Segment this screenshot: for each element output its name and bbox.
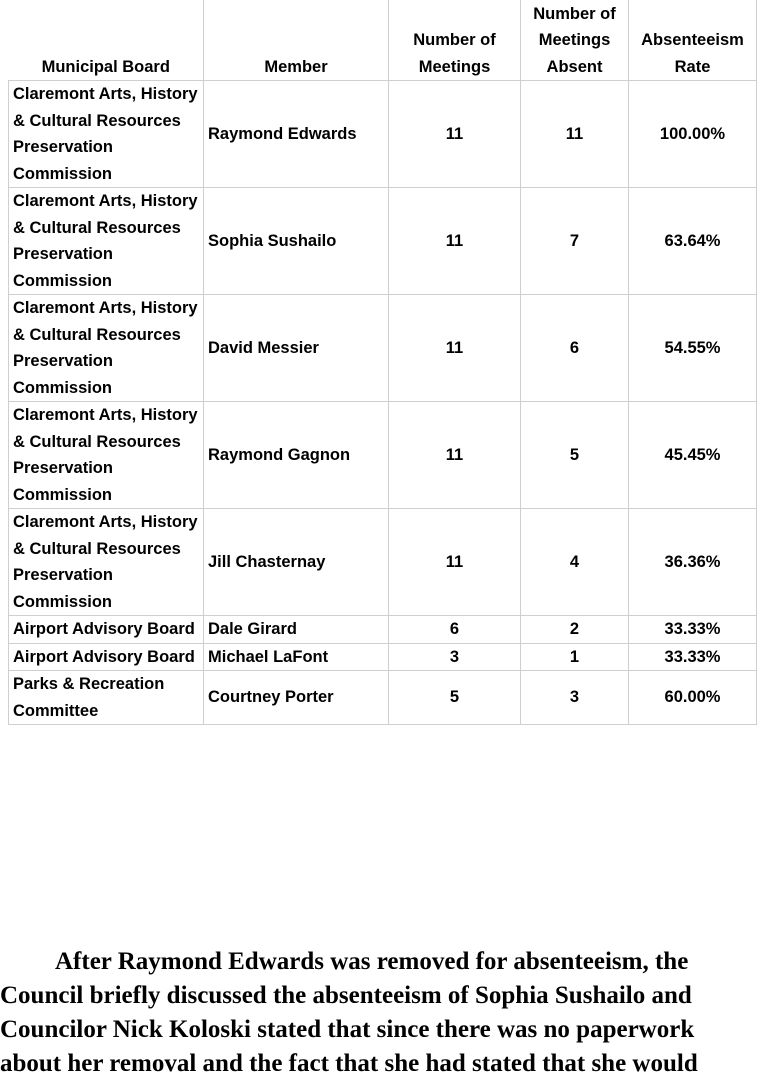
board-cell: Airport Advisory Board <box>9 643 204 671</box>
meetings-cell: 6 <box>389 616 521 644</box>
board-cell: Airport Advisory Board <box>9 616 204 644</box>
absent-cell: 7 <box>521 188 629 295</box>
table-row <box>9 402 757 509</box>
rate-cell: 45.45% <box>629 402 757 509</box>
absent-cell: 1 <box>521 643 629 671</box>
rate-cell: 33.33% <box>629 616 757 644</box>
absent-cell: 5 <box>521 402 629 509</box>
meetings-cell: 11 <box>389 188 521 295</box>
header-municipal-board: Municipal Board <box>9 0 204 81</box>
member-cell: Raymond Gagnon <box>204 402 389 509</box>
rate-cell: 33.33% <box>629 643 757 671</box>
absent-cell: 3 <box>521 671 629 725</box>
board-cell: Claremont Arts, History & Cultural Resources Preservation Commission <box>9 295 204 402</box>
rate-cell: 63.64% <box>629 188 757 295</box>
meetings-cell: 11 <box>389 509 521 616</box>
meetings-cell: 5 <box>389 671 521 725</box>
header-member: Member <box>204 0 389 81</box>
meetings-cell: 11 <box>389 81 521 188</box>
paragraph-line: Councilor Nick Koloski stated that since there was no paperwork <box>0 1016 695 1043</box>
paragraph-line: Council briefly discussed the absenteeism of Sophia Sushailo and <box>0 982 692 1009</box>
member-cell: Michael LaFont <box>204 643 389 671</box>
table-row <box>9 509 757 616</box>
member-cell: Dale Girard <box>204 616 389 644</box>
meetings-cell: 11 <box>389 295 521 402</box>
absent-cell: 4 <box>521 509 629 616</box>
header-number-of-meetings: Number of Meetings <box>389 0 521 81</box>
board-cell: Parks & Recreation Committee <box>9 671 204 725</box>
member-cell: Raymond Edwards <box>204 81 389 188</box>
table-row <box>9 643 757 671</box>
board-cell: Claremont Arts, History & Cultural Resources Preservation Commission <box>9 188 204 295</box>
table-row <box>9 671 757 725</box>
absent-cell: 2 <box>521 616 629 644</box>
member-cell: Sophia Sushailo <box>204 188 389 295</box>
member-cell: Courtney Porter <box>204 671 389 725</box>
paragraph-line: After Raymond Edwards was removed for absenteeism, the <box>55 948 689 975</box>
rate-cell: 100.00% <box>629 81 757 188</box>
table-row <box>9 188 757 295</box>
board-cell: Claremont Arts, History & Cultural Resources Preservation Commission <box>9 509 204 616</box>
header-absenteeism-rate: Absenteeism Rate <box>629 0 757 81</box>
rate-cell: 54.55% <box>629 295 757 402</box>
meetings-cell: 11 <box>389 402 521 509</box>
board-cell: Claremont Arts, History & Cultural Resources Preservation Commission <box>9 402 204 509</box>
table-row <box>9 616 757 644</box>
absent-cell: 11 <box>521 81 629 188</box>
absent-cell: 6 <box>521 295 629 402</box>
table-header-row <box>9 0 757 81</box>
header-meetings-absent: Number of Meetings Absent <box>521 0 629 81</box>
rate-cell: 36.36% <box>629 509 757 616</box>
table-row <box>9 81 757 188</box>
board-cell: Claremont Arts, History & Cultural Resources Preservation Commission <box>9 81 204 188</box>
table-row <box>9 295 757 402</box>
member-cell: David Messier <box>204 295 389 402</box>
member-cell: Jill Chasternay <box>204 509 389 616</box>
rate-cell: 60.00% <box>629 671 757 725</box>
absenteeism-table <box>8 0 757 725</box>
paragraph-line: about her removal and the fact that she had stated that she would <box>0 1050 698 1077</box>
body-paragraph <box>0 945 764 1081</box>
meetings-cell: 3 <box>389 643 521 671</box>
